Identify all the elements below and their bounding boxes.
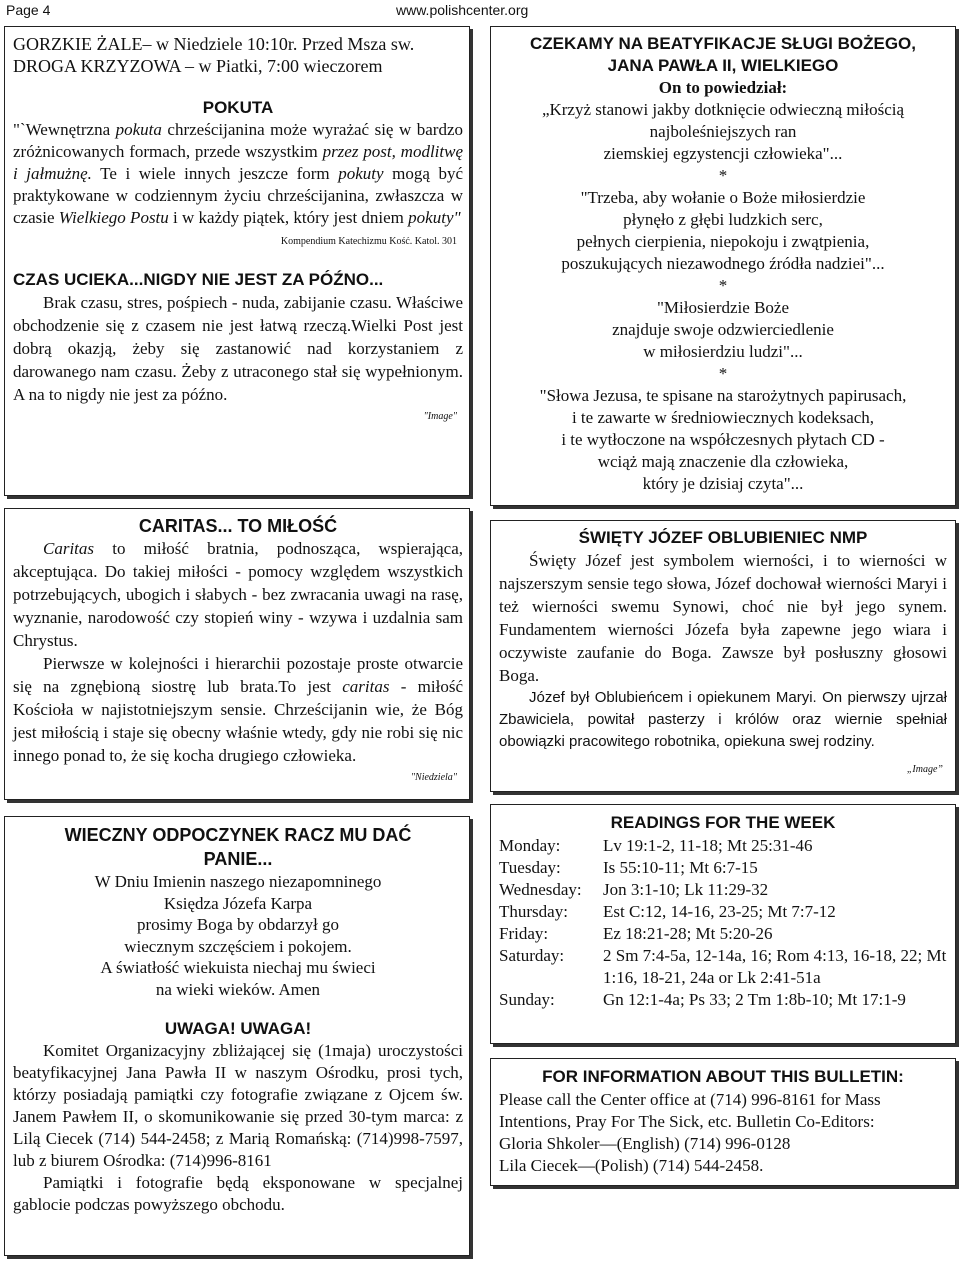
info-title: FOR INFORMATION ABOUT THIS BULLETIN: [542, 1067, 904, 1086]
wieczny-title: WIECZNY ODPOCZYNEK RACZ MU DAĆ PANIE... [64, 825, 412, 869]
quote-3: "Miłosierdzie Boże znajduje swoje odzwierciedlenie w miłosierdziu ludzi"... [612, 298, 834, 361]
caritas-box [4, 508, 470, 800]
quote-4: "Słowa Jezusa, te spisane na starożytnych papirusach, i te zawarte w średniowiecznych kodeksach, i te wytłoczone na współczesnych płytach CD - wciąż mają znaczenie dla człowieka, który je dzisiaj czyta"... [539, 386, 907, 493]
caritas-title: CARITAS... TO MIŁOŚĆ [138, 516, 338, 536]
pokuta-text: "`Wewnętrzna pokuta chrześcijanina może wyrażać się w bardzo zróżnicowanych formach, przede wszystkim przez post, modlitwę i jałmużnę. Te i wiele innych jeszcze form pokuty mogą być praktykowane w codziennym życiu chrześcijanina, zwłaszcza w czasie Wielkiego Postu i w każdy piątek, który jest dniem pokuty" [13, 120, 464, 227]
reading-row-sunday: Sunday: Gn 12:1-4a; Ps 33; 2 Tm 1:8b-10; Mt 17:1-9 [499, 990, 906, 1009]
memorial-box [4, 816, 470, 1256]
jozef-p1: Święty Józef jest symbolem wierności, i to wierności w najszerszym sensie tego słowa, Józef dochował wierności Maryi i też wierności swemu Synowi, choć nie był jego synem. Fundamentem wierności Józefa była zapewne jego wiara i oczywiste zaufanie do Boga. Zawsze był posłuszny głosowi Boga. [499, 551, 947, 685]
bulletin-info-box [490, 1058, 956, 1186]
czas-title: CZAS UCIEKA...NIGDY NIE JEST ZA PÓŹNO... [13, 270, 384, 289]
pokuta-source: Kompendium Katechizmu Kość. Katol. 301 [280, 236, 457, 247]
quote-2: "Trzeba, aby wołanie o Boże miłosierdzie płynęło z głębi ludzkich serc, pełnych cierpienia, niepokoju i zwątpienia, poszukujących niezawodnego źródła nadziei"... [561, 188, 885, 273]
lent-box [4, 26, 470, 496]
reading-row-friday: Friday: Ez 18:21-28; Mt 5:20-26 [499, 924, 773, 943]
czas-text: Brak czasu, stres, pośpiech - nuda, zabijanie czasu. Właściwe obchodzenie się z czasem nie jest łatwą rzeczą.Wielki Post jest dobrą okazją, żeby się zastanowić nad korzystaniem z darowanego nam czasu. Żeby z utraconego stał się wypełnionym. A na to nigdy nie jest za późno. [13, 293, 463, 404]
caritas-p1: Caritas to miłość bratnia, podnosząca, wspierająca, akceptująca. Do takiej miłości - pomocy względem wszystkich potrzebujących, ubogich i słabych - bez zwracania uwagi na rasę, wyznanie, narodowość czy stopień winy - wzywa i uzdalnia sam Chrystus. [13, 539, 463, 650]
quote-separator: * [718, 276, 728, 295]
jozef-source: „Image” [906, 764, 943, 775]
uwaga-p2: Pamiątki i fotografie będą eksponowane w specjalnej gablocie podczas powyższego obchodu. [13, 1173, 463, 1214]
website-url[interactable]: www.polishcenter.org [396, 2, 529, 18]
uwaga-title: UWAGA! UWAGA! [164, 1019, 312, 1038]
jozef-box [490, 520, 956, 792]
czas-source: "Image" [423, 411, 457, 422]
caritas-p2: Pierwsze w kolejności i hierarchii pozostaje proste otwarcie się na zgnębioną siostrę lub brata.To jest caritas - miłość Kościoła w najistotniejszym sensie. Chrześcijanin wie, że Bóg jest miłością i staje się obecny właśnie wtedy, gdy nie robi się nic innego ponad to, że się kocha drugiego człowieka. [13, 654, 463, 765]
uwaga-p1: Komitet Organizacyjny zbliżającej się (1maja) uroczystości beatyfikacyjnej Jana Pawła II w naszym Ośrodku, prosi tych, którzy posiadają pamiątki czy fotografie związane z Ojcem św. Janem Pawłem II, o skomunikowanie się przed 30-tym marca: z Lilą Ciecek (714) 544-2458; z Marią Romańską: (714)998-7597, lub z biurem Ośrodka: (714)996-8161 [13, 1041, 463, 1170]
caritas-source: "Niedziela" [410, 772, 457, 783]
page-header [0, 0, 960, 22]
info-p1: Please call the Center office at (714) 996-8161 for Mass Intentions, Pray For The Sick, etc. Bulletin Co-Editors: [499, 1090, 881, 1131]
reading-row-monday: Monday: Lv 19:1-2, 11-18; Mt 25:31-46 [499, 836, 813, 855]
beatification-title-2: JANA PAWŁA II, WIELKIEGO [607, 56, 839, 75]
jozef-p2: Józef był Oblubieńcem i opiekunem Maryi. On pierwszy ujrzał Zbawiciela, powitał pasterzy i królów oraz wiernie spełniał obowiązki pracowitego robotnika, opiekuna swej rodziny. [499, 689, 947, 750]
droga-krzyzowa-line: DROGA KRZYZOWA – w Piatki, 7:00 wieczorem [13, 56, 383, 76]
gorzkie-zale-line: GORZKIE ŻALE– w Niedziele 10:10r. Przed Msza sw. [13, 34, 415, 54]
beatification-box [490, 26, 956, 506]
info-editor-polish: Lila Ciecek—(Polish) (714) 544-2458. [499, 1156, 764, 1175]
reading-row-tuesday: Tuesday: Is 55:10-11; Mt 6:7-15 [499, 858, 758, 877]
page-number: Page 4 [6, 2, 51, 18]
beatification-title-1: CZEKAMY NA BEATYFIKACJE SŁUGI BOŻEGO, [530, 34, 916, 53]
readings-title: READINGS FOR THE WEEK [610, 813, 836, 832]
reading-row-wednesday: Wednesday: Jon 3:1-10; Lk 11:29-32 [499, 880, 769, 899]
reading-row-thursday: Thursday: Est C:12, 14-16, 23-25; Mt 7:7-12 [499, 902, 836, 921]
beatification-subtitle: On to powiedział: [658, 78, 788, 97]
quote-separator: * [718, 364, 728, 383]
quote-separator: * [718, 166, 728, 185]
info-editor-english: Gloria Shkoler—(English) (714) 996-0128 [499, 1134, 791, 1153]
readings-box [490, 804, 956, 1044]
jozef-title: ŚWIĘTY JÓZEF OBLUBIENIEC NMP [578, 528, 868, 547]
quote-1: „Krzyż stanowi jakby dotknięcie odwieczną miłością najboleśniejszych ran ziemskiej egzystencji człowieka"... [541, 100, 905, 163]
pokuta-title: POKUTA [202, 98, 274, 117]
reading-row-saturday: Saturday: 2 Sm 7:4-5a, 12-14a, 16; Rom 4:13, 16-18, 22; Mt 1:16, 18-21, 24a or Lk 2:41-51a [499, 946, 947, 987]
wieczny-text: W Dniu Imienin naszego niezapomninego Księdza Józefa Karpa prosimy Boga by obdarzył go wiecznym szczęściem i pokojem. A światłość wiekuista niechaj mu świeci na wieki wieków. Amen [94, 872, 382, 999]
